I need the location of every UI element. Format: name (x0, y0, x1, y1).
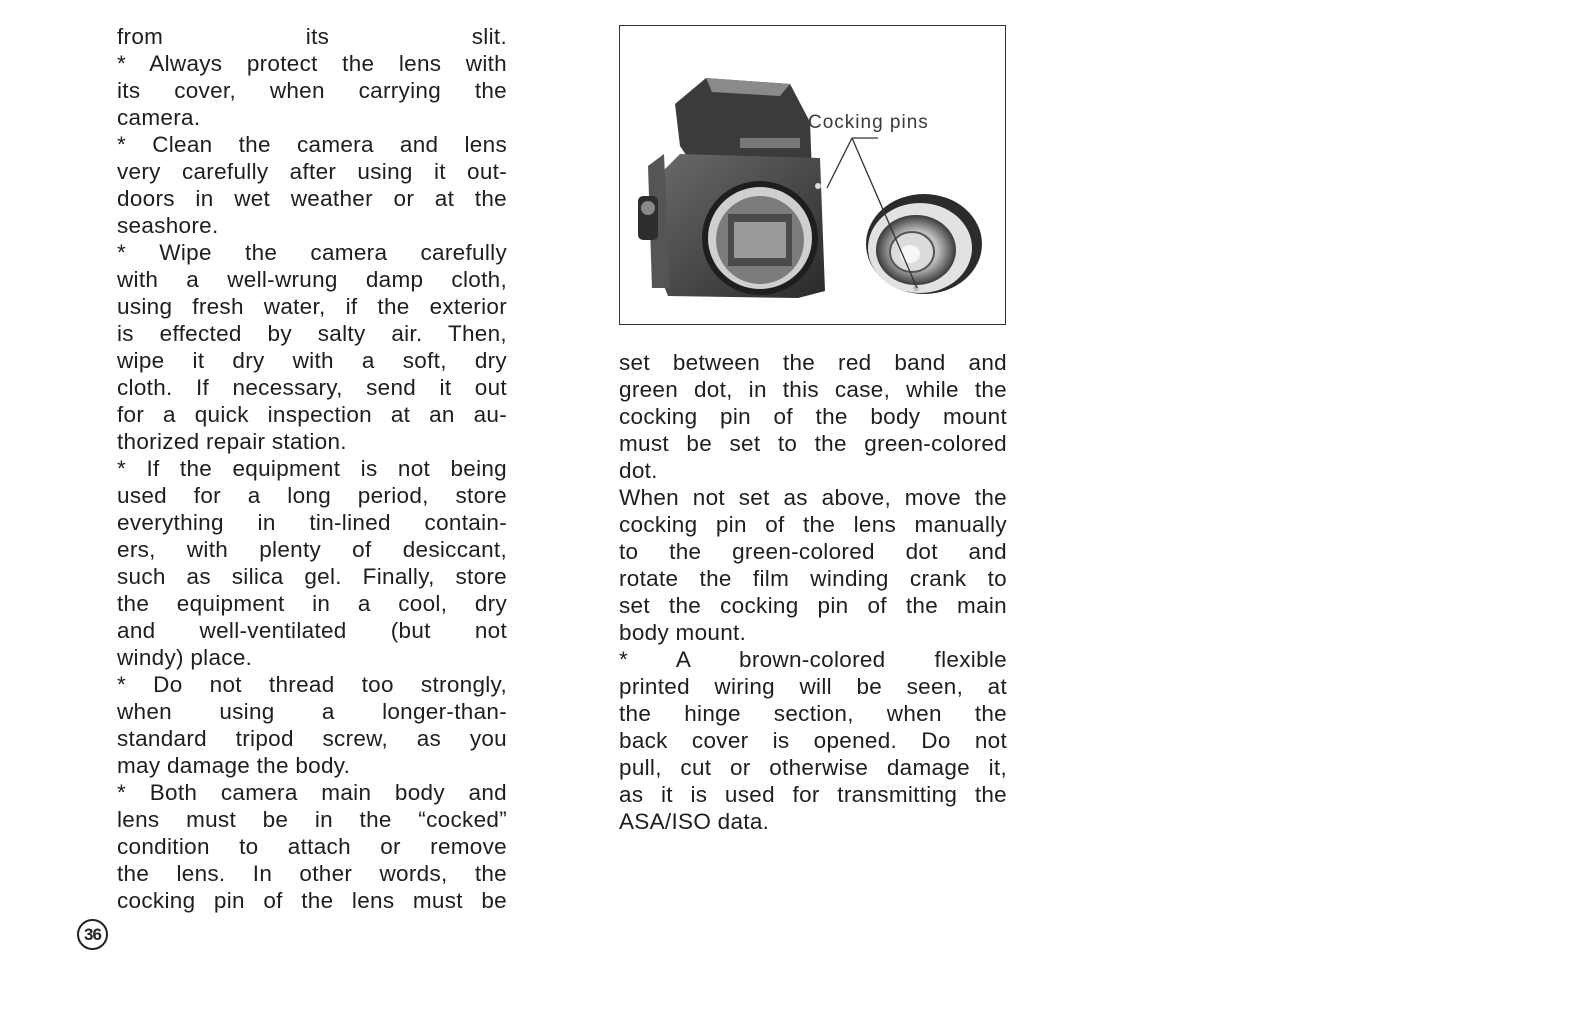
text-line: ASA/ISO data. (619, 809, 770, 834)
text-line: the hinge section, when the (619, 701, 1007, 726)
text-line: ers, with plenty of desiccant, (117, 537, 507, 562)
text-line: When not set as above, move the (619, 485, 1007, 510)
left-text-column (117, 23, 507, 914)
text-line: standard tripod screw, as you (117, 726, 507, 751)
page-number: 36 (77, 919, 108, 950)
text-line: is effected by salty air. Then, (117, 321, 507, 346)
text-line: condition to attach or remove (117, 834, 507, 859)
text-line: such as silica gel. Finally, store (117, 564, 507, 589)
text-line: * If the equipment is not being (117, 456, 507, 481)
text-line: its cover, when carrying the (117, 78, 507, 103)
text-line: used for a long period, store (117, 483, 507, 508)
camera-figure (619, 25, 1006, 325)
text-line: back cover is opened. Do not (619, 728, 1007, 753)
text-line: the equipment in a cool, dry (117, 591, 507, 616)
text-line: * Both camera main body and (117, 780, 507, 805)
text-line: for a quick inspection at an au- (117, 402, 507, 427)
text-line: cocking pin of the lens must be (117, 888, 507, 913)
text-line: from its slit. (117, 24, 507, 49)
text-line: set the cocking pin of the main (619, 593, 1007, 618)
text-line: body mount. (619, 620, 747, 645)
text-line: seashore. (117, 213, 219, 238)
text-line: * Always protect the lens with (117, 51, 507, 76)
text-line: when using a longer-than- (117, 699, 507, 724)
text-line: * Clean the camera and lens (117, 132, 507, 157)
text-line: * Wipe the camera carefully (117, 240, 507, 265)
text-line: may damage the body. (117, 753, 351, 778)
text-line: thorized repair station. (117, 429, 347, 454)
right-text-column (619, 349, 1007, 835)
text-line: using fresh water, if the exterior (117, 294, 507, 319)
text-line: set between the red band and (619, 350, 1007, 375)
text-line: doors in wet weather or at the (117, 186, 507, 211)
text-line: pull, cut or otherwise damage it, (619, 755, 1007, 780)
text-line: the lens. In other words, the (117, 861, 507, 886)
text-line: lens must be in the “cocked” (117, 807, 507, 832)
cocking-pins-label: Cocking pins (808, 112, 929, 133)
text-line: very carefully after using it out- (117, 159, 507, 184)
text-line: dot. (619, 458, 658, 483)
text-line: and well-ventilated (but not (117, 618, 507, 643)
text-line: to the green-colored dot and (619, 539, 1007, 564)
text-line: with a well-wrung damp cloth, (117, 267, 507, 292)
text-line: * Do not thread too strongly, (117, 672, 507, 697)
text-line: everything in tin-lined contain- (117, 510, 507, 535)
text-line: cocking pin of the body mount (619, 404, 1007, 429)
text-line: cloth. If necessary, send it out (117, 375, 507, 400)
text-line: printed wiring will be seen, at (619, 674, 1007, 699)
text-line: green dot, in this case, while the (619, 377, 1007, 402)
text-line: windy) place. (117, 645, 253, 670)
text-line: * A brown-colored flexible (619, 647, 1007, 672)
text-line: camera. (117, 105, 201, 130)
text-line: cocking pin of the lens manually (619, 512, 1007, 537)
text-line: as it is used for transmitting the (619, 782, 1007, 807)
text-line: rotate the film winding crank to (619, 566, 1007, 591)
text-line: wipe it dry with a soft, dry (117, 348, 507, 373)
camera-illustration (620, 26, 1004, 323)
text-line: must be set to the green-colored (619, 431, 1007, 456)
